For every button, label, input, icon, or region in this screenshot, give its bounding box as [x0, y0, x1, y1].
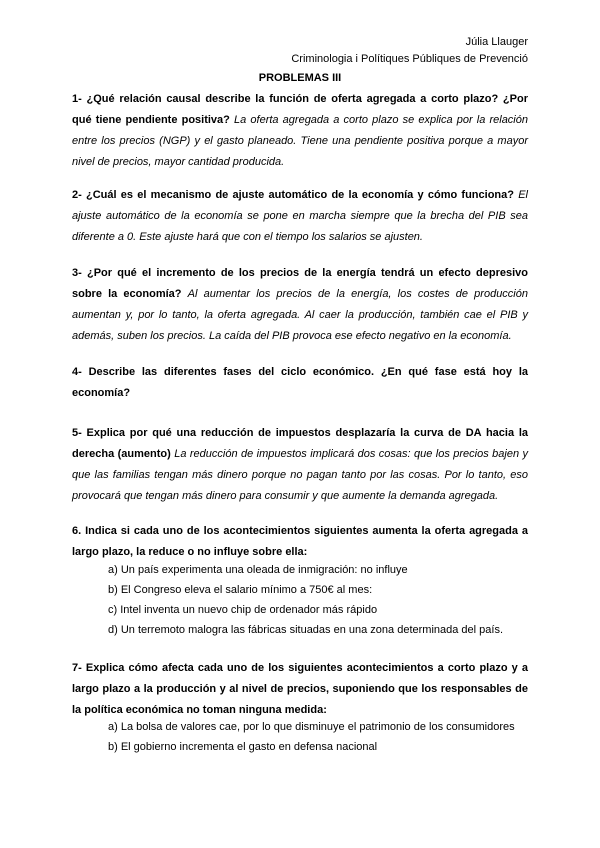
question-text: 4- Describe las diferentes fases del ciclo económico. ¿En qué fase está hoy la economía?: [72, 366, 528, 399]
question-text: 5- Explica por qué una reducción de impuestos desplazaría la curva de DA hacia la derecha (aumento): [72, 427, 528, 460]
option-item: b) El gobierno incrementa el gasto en defensa nacional: [108, 741, 378, 753]
question-7: [72, 658, 528, 721]
question-text: 7- Explica cómo afecta cada uno de los siguientes acontecimientos a corto plazo y a largo plazo a la producción y al nivel de precios, suponiendo que los responsables de la política económica no toman ninguna medida:: [72, 662, 528, 716]
author-name: Júlia Llauger: [465, 36, 528, 48]
option-item: d) Un terremoto malogra las fábricas situadas en una zona determinada del país.: [108, 624, 503, 636]
answer-text: El ajuste automático de la economía se pone en marcha siempre que la brecha del PIB sea diferente a 0. Este ajuste hará que con el tiempo los salarios se ajusten.: [72, 189, 528, 243]
question-6: [72, 521, 528, 563]
question-text: 3- ¿Por qué el incremento de los precios de la energía tendrá un efecto depresivo sobre la economía?: [72, 267, 528, 300]
option-item: a) La bolsa de valores cae, por lo que disminuye el patrimonio de los consumidores: [108, 721, 515, 733]
answer-text: La reducción de impuestos implicará dos cosas: que los precios bajen y que las familias tengan más dinero porque no pagan tanto por las cosas. Por lo tanto, eso provocará que tengan más dinero para consumir y que aumente la demanda agregada.: [72, 448, 528, 502]
question-3: [72, 263, 528, 347]
question-2: [72, 185, 528, 248]
question-7-options: [108, 717, 528, 757]
option-item: c) Intel inventa un nuevo chip de ordenador más rápido: [108, 604, 378, 616]
page-header: [291, 34, 528, 68]
question-text: 1- ¿Qué relación causal describe la función de oferta agregada a corto plazo? ¿Por qué tiene pendiente positiva?: [72, 93, 528, 126]
course-name: Criminologia i Polítiques Públiques de Prevenció: [291, 53, 528, 65]
document-title: PROBLEMAS III: [258, 72, 342, 84]
question-5: [72, 423, 528, 507]
answer-text: La oferta agregada a corto plazo se explica por la relación entre los precios (NGP) y el gasto planeado. Tiene una pendiente positiva porque a mayor nivel de precios, mayor cantidad producida.: [72, 114, 528, 168]
option-item: b) El Congreso eleva el salario mínimo a 750€ al mes:: [108, 584, 373, 596]
question-4: [72, 362, 528, 404]
option-item: a) Un país experimenta una oleada de inmigración: no influye: [108, 564, 408, 576]
question-text: 6. Indica si cada uno de los acontecimientos siguientes aumenta la oferta agregada a largo plazo, la reduce o no influye sobre ella:: [72, 525, 528, 558]
question-6-options: [108, 560, 528, 640]
answer-text: Al aumentar los precios de la energía, los costes de producción aumentan y, por lo tanto, la oferta agregada. Al caer la producción, también cae el PIB y además, suben los precios. La caída del PIB provoca ese efecto negativo en la economía.: [72, 288, 528, 342]
question-1: [72, 89, 528, 173]
question-text: 2- ¿Cuál es el mecanismo de ajuste automático de la economía y cómo funciona?: [72, 189, 514, 201]
